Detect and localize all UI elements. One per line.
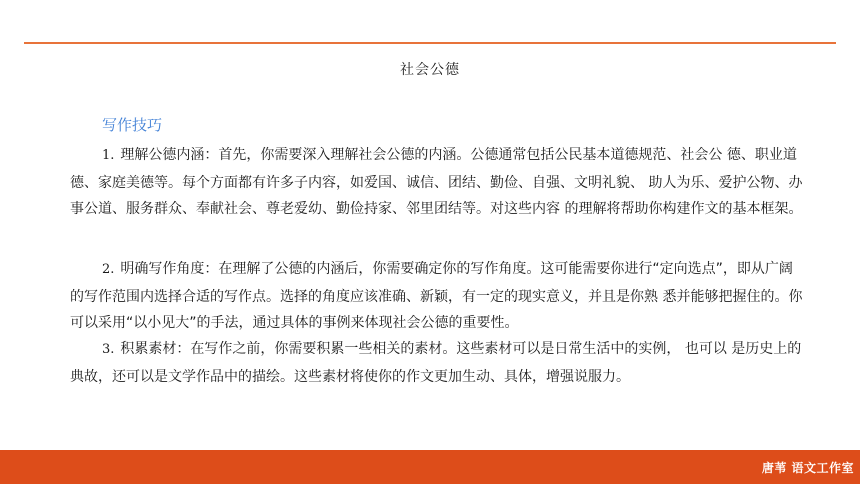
paragraph-3 <box>70 336 805 390</box>
page-title: 社会公德 <box>400 62 460 78</box>
paragraph-number: 3. <box>102 342 115 357</box>
paragraph-number: 1. <box>102 148 115 163</box>
paragraph-text: 明确写作角度：在理解了公德的内涵后，你需要确定你的写作角度。这可能需要你进行“定向选点”，即从广阔的写作范围内选择合适的写作点。选择的角度应该准确、新颖，有一定的现实意义，并且是你熟 悉并能够把握住的。你可以采用“以小见大”的手法，通过具体的事例来体现社会公德的重要性。 <box>70 261 803 331</box>
paragraph-text: 积累素材：在写作之前，你需要积累一些相关的素材。这些素材可以是日常生活中的实例， 也可以 是历史上的典故，还可以是文学作品中的描绘。这些素材将使你的作文更加生动、具体，增强说服力。 <box>70 341 802 385</box>
brand-label: 唐苇 语文工作室 <box>761 461 854 475</box>
paragraph-1 <box>70 142 805 223</box>
top-divider <box>24 42 836 44</box>
paragraph-2 <box>70 256 805 337</box>
section-heading: 写作技巧 <box>102 116 163 134</box>
footer-bar <box>0 450 860 484</box>
paragraph-number: 2. <box>102 262 115 277</box>
paragraph-text: 理解公德内涵：首先，你需要深入理解社会公德的内涵。公德通常包括公民基本道德规范、社会公 德、职业道德、家庭美德等。每个方面都有许多子内容，如爱国、诚信、团结、勤俭、自强、文明礼貌、 助人为乐、爱护公物、办事公道、服务群众、奉献社会、尊老爱幼、勤俭持家、邻里团结等。对这些内容 的理解将帮助你构建作文的基本框架。 <box>70 147 803 217</box>
